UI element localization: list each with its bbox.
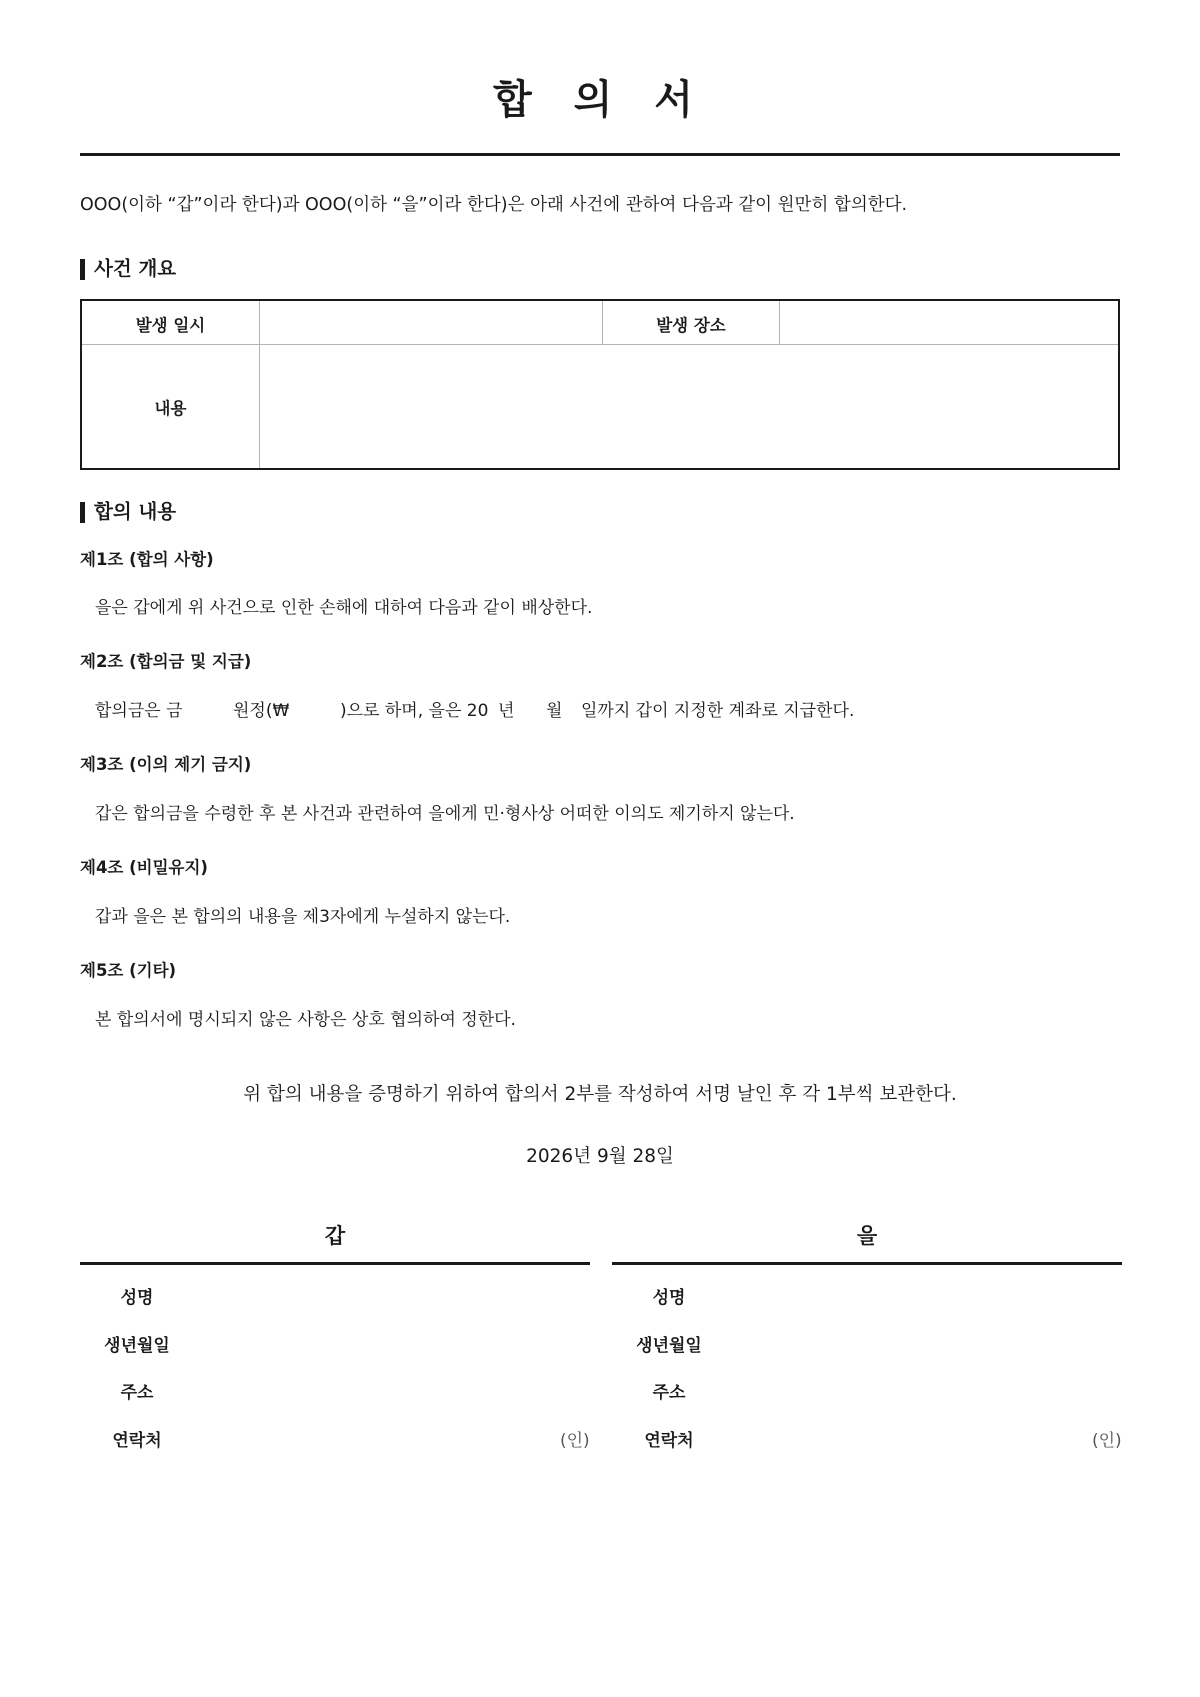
occurrence-place-field[interactable]: [780, 301, 1118, 344]
party-b-divider: [612, 1262, 1122, 1265]
party-b-contact-label: 연락처: [644, 1431, 694, 1451]
article-2-body: [95, 696, 995, 720]
party-a-title: 갑: [324, 1224, 346, 1248]
article-2-text: 원정(₩: [233, 701, 290, 721]
title-divider: [80, 153, 1120, 156]
article-5-title: 제5조 (기타): [80, 961, 177, 980]
agreement-heading: 합의 내용: [80, 501, 176, 523]
occurrence-date-field[interactable]: [260, 301, 602, 344]
case-summary-table: [80, 299, 1120, 470]
party-a-divider: [80, 1262, 590, 1265]
article-1-body: 을은 갑에게 위 사건으로 인한 손해에 대하여 다음과 같이 배상한다.: [95, 598, 593, 618]
article-4-title: 제4조 (비밀유지): [80, 858, 208, 877]
content-field[interactable]: [260, 345, 1118, 468]
article-2-text: 월: [546, 701, 563, 721]
party-a-contact-label: 연락처: [112, 1431, 162, 1451]
article-1-title: 제1조 (합의 사항): [80, 550, 214, 569]
article-5-body: 본 합의서에 명시되지 않은 사항은 상호 협의하여 정한다.: [95, 1010, 516, 1030]
article-4-body: 갑과 을은 본 합의의 내용을 제3자에게 누설하지 않는다.: [95, 907, 511, 927]
party-b-address-label: 주소: [652, 1383, 686, 1403]
article-2-title: 제2조 (합의금 및 지급): [80, 652, 252, 671]
agreement-date: 2026년 9월 28일: [526, 1146, 674, 1167]
occurrence-place-label: 발생 장소: [656, 316, 726, 335]
party-a-address-label: 주소: [120, 1383, 154, 1403]
article-3-body: 갑은 합의금을 수령한 후 본 사건과 관련하여 을에게 민·형사상 어떠한 이의도 제기하지 않는다.: [95, 804, 795, 824]
party-b-seal-mark: (인): [1092, 1431, 1122, 1451]
party-a-seal-mark: (인): [560, 1431, 590, 1451]
occurrence-date-label: 발생 일시: [135, 316, 206, 335]
closing-statement: 위 합의 내용을 증명하기 위하여 합의서 2부를 작성하여 서명 날인 후 각 1부씩 보관한다.: [243, 1084, 957, 1105]
case-summary-heading: 사건 개요: [80, 258, 176, 280]
content-label: 내용: [154, 399, 187, 418]
intro-paragraph: OOO(이하 “갑”이라 한다)과 OOO(이하 “을”이라 한다)은 아래 사건에 관하여 다음과 같이 원만히 합의한다.: [80, 195, 908, 215]
party-b-name-label: 성명: [652, 1288, 686, 1308]
party-a-name-label: 성명: [120, 1288, 154, 1308]
party-b-birthdate-label: 생년월일: [636, 1336, 702, 1356]
article-2-text: 년: [498, 701, 515, 721]
article-2-text: 합의금은 금: [95, 701, 183, 721]
party-b-title: 을: [856, 1224, 878, 1248]
document-title: 합 의 서: [493, 77, 707, 123]
article-2-text: )으로 하며, 을은 20: [340, 701, 489, 721]
article-2-text: 일까지 갑이 지정한 계좌로 지급한다.: [581, 701, 855, 721]
article-3-title: 제3조 (이의 제기 금지): [80, 755, 252, 774]
party-a-birthdate-label: 생년월일: [104, 1336, 170, 1356]
